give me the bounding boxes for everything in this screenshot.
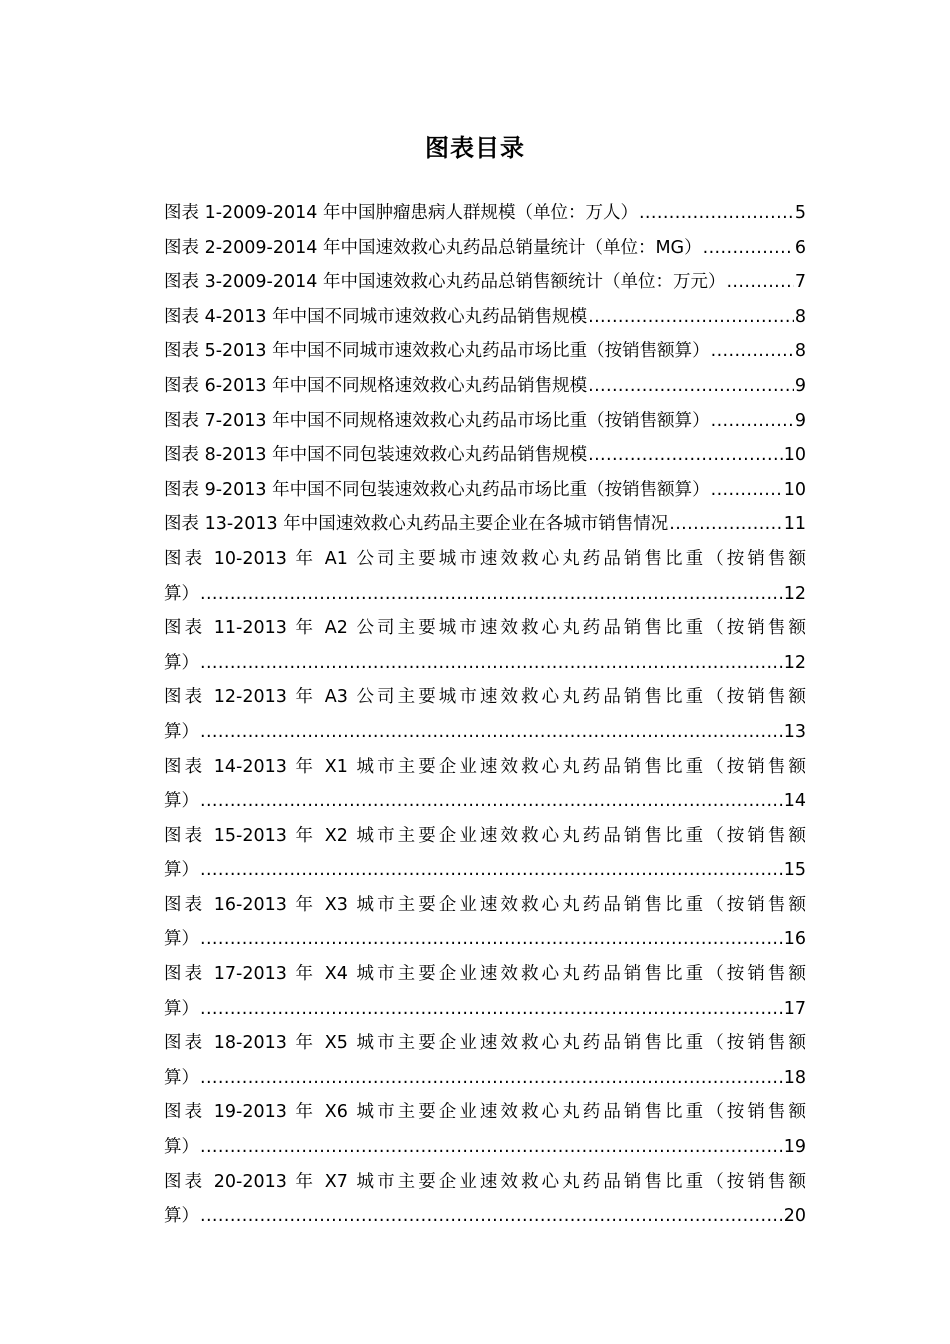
toc-entry-19[interactable] (164, 1095, 806, 1164)
dot-leader (200, 784, 783, 819)
toc-entry-label-line2: 算） (164, 998, 199, 1019)
toc-entry-10[interactable] (164, 507, 806, 542)
dot-leader (200, 1061, 783, 1096)
toc-entry-label: 图表 6-2013 年中国不同规格速效救心丸药品销售规模 (164, 375, 588, 396)
toc-entry-page: 9 (794, 375, 806, 396)
toc-entry-page: 19 (783, 1137, 806, 1158)
toc-entry-6[interactable] (164, 369, 806, 404)
toc-entry-label-line2: 算） (164, 929, 199, 950)
toc-entry-label-line1: 图表 20-2013 年 X7 城市主要企业速效救心丸药品销售比重（按销售额 (164, 1171, 806, 1192)
toc-entry-label: 图表 4-2013 年中国不同城市速效救心丸药品销售规模 (164, 306, 588, 327)
toc-entry-label-line2: 算） (164, 1206, 199, 1227)
toc-entry-3[interactable] (164, 265, 806, 300)
toc-entry-16[interactable] (164, 888, 806, 957)
toc-entry-7[interactable] (164, 404, 806, 439)
toc-entry-label-line2: 算） (164, 652, 199, 673)
toc-entry-label-line1: 图表 19-2013 年 X6 城市主要企业速效救心丸药品销售比重（按销售额 (164, 1102, 806, 1123)
toc-entry-label-line1: 图表 14-2013 年 X1 城市主要企业速效救心丸药品销售比重（按销售额 (164, 756, 806, 777)
toc-entry-page: 10 (783, 445, 806, 466)
dot-leader (669, 507, 782, 542)
toc-entry-label-line1: 图表 10-2013 年 A1 公司主要城市速效救心丸药品销售比重（按销售额 (164, 548, 806, 569)
toc-entry-page: 9 (794, 410, 806, 431)
dot-leader (588, 438, 783, 473)
page-title: 图表目录 (425, 134, 525, 162)
toc-entry-page: 18 (783, 1067, 806, 1088)
toc-entry-14[interactable] (164, 750, 806, 819)
toc-entry-page: 8 (794, 306, 806, 327)
toc-entry-page: 15 (783, 860, 806, 881)
toc-entry-label: 图表 1-2009-2014 年中国肿瘤患病人群规模（单位：万人） (164, 203, 638, 223)
toc-entry-label-line1: 图表 11-2013 年 A2 公司主要城市速效救心丸药品销售比重（按销售额 (164, 618, 806, 639)
toc-entry-label: 图表 8-2013 年中国不同包装速效救心丸药品销售规模 (164, 445, 588, 466)
toc-entry-label: 图表 9-2013 年中国不同包装速效救心丸药品市场比重（按销售额算） (164, 479, 710, 500)
toc-entry-5[interactable] (164, 334, 806, 369)
toc-entry-page: 7 (794, 272, 806, 293)
toc-entry-label-line2: 算） (164, 860, 199, 881)
toc-entry-page: 16 (783, 929, 806, 950)
toc-entry-label: 图表 7-2013 年中国不同规格速效救心丸药品市场比重（按销售额算） (164, 410, 710, 431)
toc-entry-label-line2: 算） (164, 1137, 199, 1158)
toc-entry-label: 图表 2-2009-2014 年中国速效救心丸药品总销量统计（单位：MG） (164, 237, 702, 258)
toc-entry-page: 17 (783, 998, 806, 1019)
toc-entry-1[interactable] (164, 196, 806, 231)
toc-entry-label: 图表 5-2013 年中国不同城市速效救心丸药品市场比重（按销售额算） (164, 341, 710, 362)
toc-entry-page: 8 (794, 341, 806, 362)
toc-entry-label-line1: 图表 18-2013 年 X5 城市主要企业速效救心丸药品销售比重（按销售额 (164, 1033, 806, 1054)
dot-leader (711, 404, 794, 439)
toc-entry-4[interactable] (164, 300, 806, 335)
toc-entry-label: 图表 3-2009-2014 年中国速效救心丸药品总销售额统计（单位：万元） (164, 272, 726, 293)
toc-entry-2[interactable] (164, 231, 806, 266)
toc-entry-12[interactable] (164, 611, 806, 680)
dot-leader (711, 473, 783, 508)
toc-entry-label-line2: 算） (164, 791, 199, 812)
dot-leader (200, 1130, 783, 1165)
dot-leader (711, 334, 794, 369)
toc-entry-8[interactable] (164, 438, 806, 473)
toc-entry-label-line1: 图表 15-2013 年 X2 城市主要企业速效救心丸药品销售比重（按销售额 (164, 825, 806, 846)
toc-entry-label-line1: 图表 16-2013 年 X3 城市主要企业速效救心丸药品销售比重（按销售额 (164, 894, 806, 915)
toc-entry-page: 12 (783, 583, 806, 604)
dot-leader (639, 196, 794, 231)
toc-entry-page: 5 (794, 203, 806, 223)
toc-entry-page: 20 (783, 1206, 806, 1227)
toc-entry-18[interactable] (164, 1026, 806, 1095)
dot-leader (588, 300, 794, 335)
toc-entry-11[interactable] (164, 542, 806, 611)
toc-entry-page: 10 (783, 479, 806, 500)
table-of-figures (164, 196, 806, 1234)
toc-entry-label-line2: 算） (164, 1067, 199, 1088)
toc-entry-page: 14 (783, 791, 806, 812)
toc-entry-15[interactable] (164, 819, 806, 888)
dot-leader (200, 577, 783, 612)
toc-entry-page: 6 (794, 237, 806, 258)
dot-leader (726, 265, 793, 300)
dot-leader (200, 646, 783, 681)
toc-entry-13[interactable] (164, 680, 806, 749)
toc-entry-label-line2: 算） (164, 721, 199, 742)
toc-entry-20[interactable] (164, 1165, 806, 1234)
toc-entry-page: 11 (783, 514, 806, 535)
toc-entry-9[interactable] (164, 473, 806, 508)
dot-leader (200, 922, 783, 957)
toc-entry-page: 12 (783, 652, 806, 673)
dot-leader (588, 369, 794, 404)
dot-leader (200, 853, 783, 888)
toc-entry-17[interactable] (164, 957, 806, 1026)
toc-entry-label-line1: 图表 12-2013 年 A3 公司主要城市速效救心丸药品销售比重（按销售额 (164, 687, 806, 708)
dot-leader (200, 715, 783, 750)
toc-entry-label-line1: 图表 17-2013 年 X4 城市主要企业速效救心丸药品销售比重（按销售额 (164, 964, 806, 985)
dot-leader (200, 992, 783, 1027)
dot-leader (200, 1199, 783, 1234)
toc-entry-label: 图表 13-2013 年中国速效救心丸药品主要企业在各城市销售情况 (164, 514, 669, 535)
toc-entry-label-line2: 算） (164, 583, 199, 604)
dot-leader (703, 231, 794, 266)
toc-entry-page: 13 (783, 721, 806, 742)
